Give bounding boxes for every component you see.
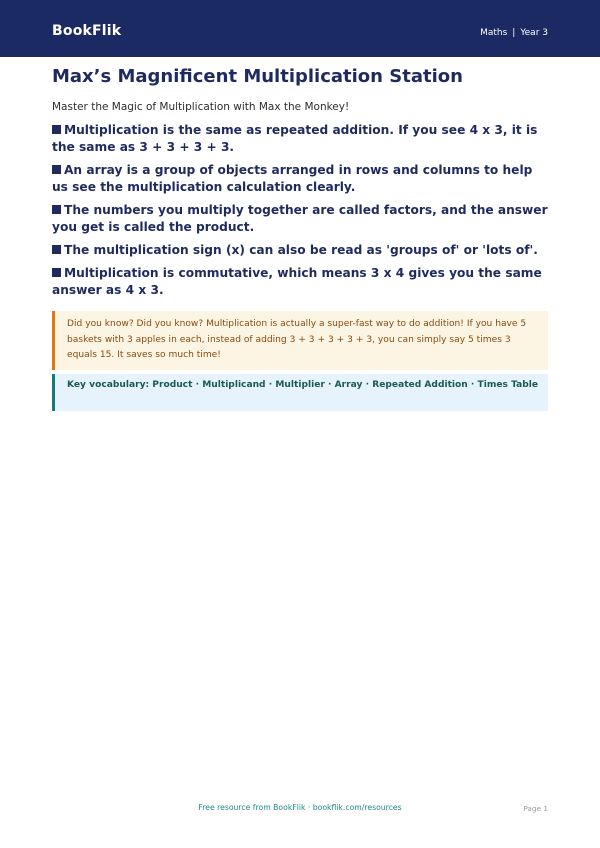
bullet-square-icon [52,245,61,254]
breadcrumb-subject[interactable]: Maths [480,28,508,38]
bullet-square-icon [52,165,61,174]
key-point-text: Multiplication is the same as repeated addition. If you see 4 x 3, it is the same as 3 + 3 + 3 + 3. [52,123,538,154]
key-point [52,202,552,236]
key-point [52,242,552,259]
footer-credit[interactable]: Free resource from BookFlik · bookflik.com/resources [198,803,402,812]
key-point-text: Multiplication is commutative, which means 3 x 4 gives you the same answer as 4 x 3. [52,266,542,297]
page-subtitle: Master the Magic of Multiplication with Max the Monkey! [52,101,350,113]
key-point-text: The multiplication sign (x) can also be read as 'groups of' or 'lots of'. [64,243,538,257]
bullet-square-icon [52,268,61,277]
breadcrumb-year[interactable]: Year 3 [520,28,548,38]
bullet-square-icon [52,125,61,134]
key-point-text: The numbers you multiply together are called factors, and the answer you get is called the product. [52,203,548,234]
page-title: Max’s Magnificent Multiplication Station [52,66,463,87]
did-you-know-callout: Did you know? Did you know? Multiplication is actually a super-fast way to do addition! If you have 5 baskets with 3 apples in each, instead of adding 3 + 3 + 3 + 3 + 3, you can simply say 5 times 3 equals 15. It saves so much time! [52,311,548,370]
key-point [52,162,552,196]
page-number: Page 1 [523,804,548,813]
bullet-square-icon [52,205,61,214]
brand-logo[interactable]: BookFlik [52,23,122,39]
key-point [52,122,552,156]
key-point [52,265,552,299]
header-bar [0,0,600,57]
breadcrumb [480,28,548,38]
key-vocabulary-box: Key vocabulary: Product · Multiplicand · Multiplier · Array · Repeated Addition · Times Table [52,374,548,411]
breadcrumb-separator: | [512,28,516,38]
key-point-text: An array is a group of objects arranged in rows and columns to help us see the multiplication calculation clearly. [52,163,533,194]
key-points-list [52,122,552,305]
